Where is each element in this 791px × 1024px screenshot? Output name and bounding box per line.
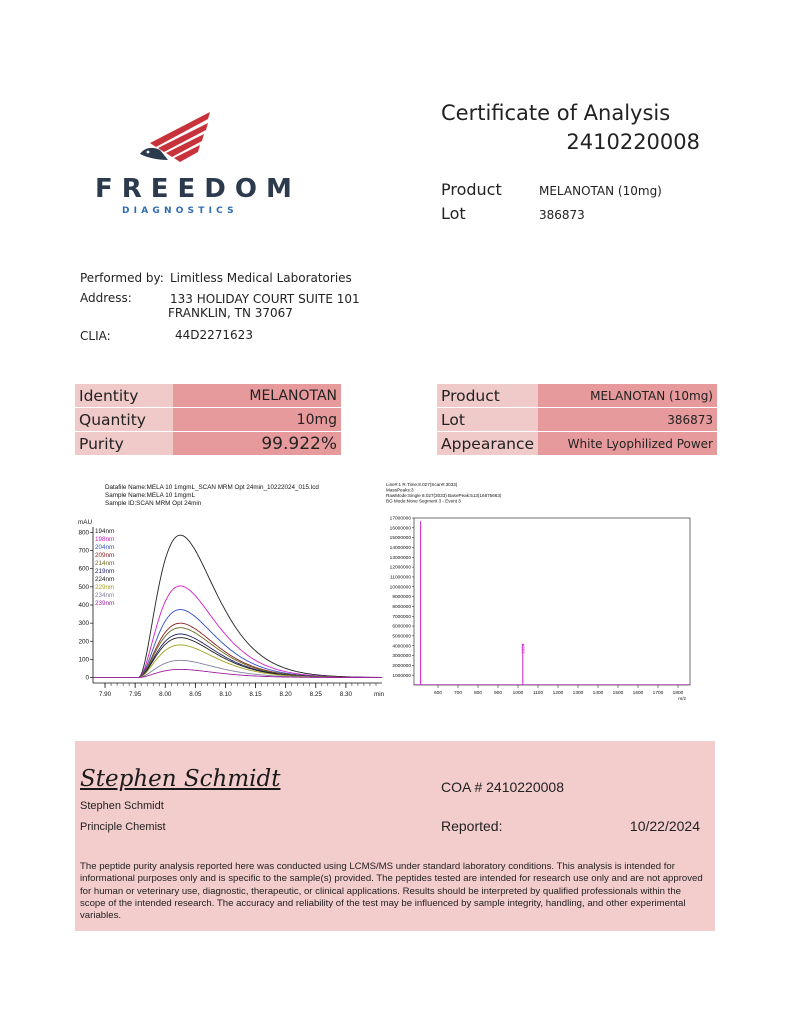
certificate-number: 2410220008 bbox=[566, 130, 700, 154]
legend-entry: 229nm bbox=[95, 584, 115, 591]
y-tick-label: 4000000 bbox=[392, 644, 411, 650]
table-row bbox=[75, 384, 341, 408]
header-product-label: Product bbox=[441, 180, 502, 199]
spectrum-header-line: Line#:1 R.Time:8.027(Scan#:3033) bbox=[386, 482, 458, 487]
product-label: Product bbox=[437, 384, 538, 408]
identity-value: MELANOTAN bbox=[173, 384, 341, 408]
lot-label: Lot bbox=[437, 408, 538, 432]
results-table-left bbox=[75, 384, 341, 456]
x-tick-label: 8.30 bbox=[339, 691, 353, 698]
x-tick-label: 8.15 bbox=[249, 691, 262, 698]
chart-subtitle: Sample ID:SCAN MRM Opt 24min bbox=[105, 500, 202, 507]
table-row bbox=[437, 408, 717, 432]
x-tick-label: 8.10 bbox=[219, 691, 232, 698]
reported-date: 10/22/2024 bbox=[629, 818, 700, 834]
table-row bbox=[437, 384, 717, 408]
y-axis-label: mAU bbox=[78, 519, 92, 526]
lot-value: 386873 bbox=[538, 408, 717, 432]
signature-image: Stephen Schmidt bbox=[80, 766, 281, 792]
spectrum-header-line: RawMode:Single 8.027(3033) BasePeak:513(16675663) bbox=[386, 493, 502, 498]
header-lot-label: Lot bbox=[441, 204, 466, 223]
results-table-right bbox=[437, 384, 717, 456]
series-line-214nm bbox=[93, 628, 382, 678]
x-tick-label: 1700 bbox=[652, 691, 664, 696]
address-label: Address: bbox=[80, 291, 132, 305]
x-tick-label: 7.95 bbox=[129, 691, 142, 698]
legend-entry: 198nm bbox=[95, 536, 115, 543]
x-tick-label: 1400 bbox=[592, 691, 604, 696]
chemist-title: Principle Chemist bbox=[80, 821, 166, 833]
y-tick-label: 100 bbox=[78, 656, 89, 664]
x-tick-label: 8.00 bbox=[159, 691, 172, 698]
y-tick-label: 200 bbox=[78, 638, 89, 646]
logo-subtitle: DIAGNOSTICS bbox=[122, 206, 238, 216]
x-tick-label: 900 bbox=[493, 691, 503, 696]
disclaimer-text: The peptide purity analysis reported here was conducted using LCMS/MS under standard laboratory conditions. This analysis is intended for informational purposes only and is specific to the sample(s) provided. The peptides tested are intended for research use only and are not approved for human or veterinary use, diagnostic, therapeutic, or clinical applications. Results should be interpreted by qualified professionals within the scope of the intended research. The accuracy and reliability of the test may be influenced by sample integrity, handling, and other experimental variables. bbox=[80, 861, 703, 922]
y-tick-label: 400 bbox=[78, 602, 89, 609]
page-title: Certificate of Analysis bbox=[441, 101, 671, 125]
coa-number: COA # 2410220008 bbox=[441, 779, 564, 795]
legend-entry: 234nm bbox=[95, 592, 115, 599]
y-tick-label: 7000000 bbox=[392, 614, 411, 620]
y-tick-label: 2000000 bbox=[392, 663, 411, 669]
chart-title: Datafile Name:MELA 10 1mgmL_SCAN MRM Opt 24min_10222024_015.lcd bbox=[105, 484, 319, 491]
table-row bbox=[437, 432, 717, 456]
y-tick-label: 13000000 bbox=[389, 555, 411, 561]
legend-entry: 214nm bbox=[95, 560, 115, 567]
chemist-name: Stephen Schmidt bbox=[80, 800, 164, 812]
reported-label: Reported: bbox=[441, 818, 503, 834]
x-tick-label: 1000 bbox=[512, 691, 524, 696]
appearance-label: Appearance bbox=[437, 432, 538, 456]
signature-panel bbox=[75, 741, 715, 931]
y-tick-label: 14000000 bbox=[389, 546, 411, 552]
x-tick-label: 600 bbox=[433, 691, 443, 696]
y-tick-label: 8000000 bbox=[392, 605, 411, 611]
y-tick-label: 300 bbox=[78, 620, 89, 628]
header-product-value: MELANOTAN (10mg) bbox=[539, 184, 662, 198]
plot-frame bbox=[414, 518, 690, 685]
legend-entry: 204nm bbox=[95, 544, 115, 551]
appearance-value: White Lyophilized Power bbox=[538, 432, 717, 456]
quantity-label: Quantity bbox=[75, 408, 173, 432]
purity-label: Purity bbox=[75, 432, 173, 456]
logo-wordmark: FREEDOM bbox=[95, 174, 301, 204]
clia-value: 44D2271623 bbox=[175, 328, 253, 342]
purity-value: 99.922% bbox=[173, 432, 341, 456]
x-tick-label: 700 bbox=[453, 691, 463, 696]
y-tick-label: 9000000 bbox=[392, 595, 411, 601]
legend-entry: 209nm bbox=[95, 552, 115, 559]
legend-entry: 239nm bbox=[95, 600, 115, 607]
y-tick-label: 0 bbox=[85, 674, 89, 682]
identity-label: Identity bbox=[75, 384, 173, 408]
x-tick-label: 1300 bbox=[572, 691, 584, 696]
product-value: MELANOTAN (10mg) bbox=[538, 384, 717, 408]
performed-by-value: Limitless Medical Laboratories bbox=[170, 271, 352, 285]
clia-label: CLIA: bbox=[80, 329, 111, 343]
series-line-204nm bbox=[93, 610, 382, 678]
eagle-logo-icon bbox=[138, 110, 214, 168]
y-tick-label: 6000000 bbox=[392, 624, 411, 630]
address-line-1: 133 HOLIDAY COURT SUITE 101 bbox=[170, 292, 360, 306]
x-axis-label: min bbox=[374, 691, 385, 698]
y-tick-label: 11000000 bbox=[390, 575, 411, 581]
series-line-194nm bbox=[93, 535, 382, 677]
x-tick-label: 1600 bbox=[632, 691, 644, 696]
chromatogram-chart bbox=[60, 480, 386, 702]
header-lot-value: 386873 bbox=[539, 208, 585, 222]
y-tick-label: 3000000 bbox=[392, 654, 411, 660]
table-row bbox=[75, 432, 341, 456]
series-line-209nm bbox=[93, 623, 382, 677]
x-tick-label: 800 bbox=[473, 691, 483, 696]
y-tick-label: 700 bbox=[78, 547, 89, 555]
y-tick-label: 17000000 bbox=[389, 516, 411, 522]
y-tick-label: 5000000 bbox=[392, 634, 411, 640]
table-row bbox=[75, 408, 341, 432]
y-tick-label: 12000000 bbox=[389, 565, 411, 571]
x-tick-label: 7.90 bbox=[98, 691, 112, 698]
x-tick-label: 8.25 bbox=[309, 691, 322, 698]
spectrum-header-line: BG Mode:None Segment 3 - Event 3 bbox=[386, 498, 461, 504]
x-tick-label: 1100 bbox=[532, 691, 544, 696]
chart-subtitle: Sample Name:MELA 10 1mgmL bbox=[105, 492, 195, 499]
y-tick-label: 10000000 bbox=[389, 585, 411, 591]
x-axis-label: m/z bbox=[678, 697, 686, 702]
quantity-value: 10mg bbox=[173, 408, 341, 432]
x-tick-label: 1500 bbox=[612, 691, 624, 696]
y-tick-label: 600 bbox=[78, 565, 89, 573]
legend-entry: 194nm bbox=[95, 528, 115, 535]
x-tick-label: 1200 bbox=[552, 691, 564, 696]
mass-spectrum-chart bbox=[384, 480, 696, 702]
x-tick-label: 8.05 bbox=[189, 691, 202, 698]
legend-entry: 219nm bbox=[95, 568, 115, 575]
y-tick-label: 16000000 bbox=[389, 526, 411, 532]
x-tick-label: 8.20 bbox=[279, 691, 292, 698]
series-line-219nm bbox=[93, 634, 382, 678]
y-tick-label: 1000000 bbox=[392, 673, 411, 679]
peak-label: 1024 bbox=[520, 643, 526, 654]
y-tick-label: 800 bbox=[78, 529, 89, 537]
x-tick-label: 1800 bbox=[672, 691, 684, 696]
performed-by-label: Performed by: bbox=[80, 271, 164, 285]
address-line-2: FRANKLIN, TN 37067 bbox=[168, 306, 293, 320]
legend-entry: 224nm bbox=[95, 576, 115, 583]
y-tick-label: 15000000 bbox=[389, 536, 411, 542]
y-tick-label: 500 bbox=[78, 583, 89, 591]
spectrum-header-line: MassPeaks:3 bbox=[386, 487, 414, 493]
